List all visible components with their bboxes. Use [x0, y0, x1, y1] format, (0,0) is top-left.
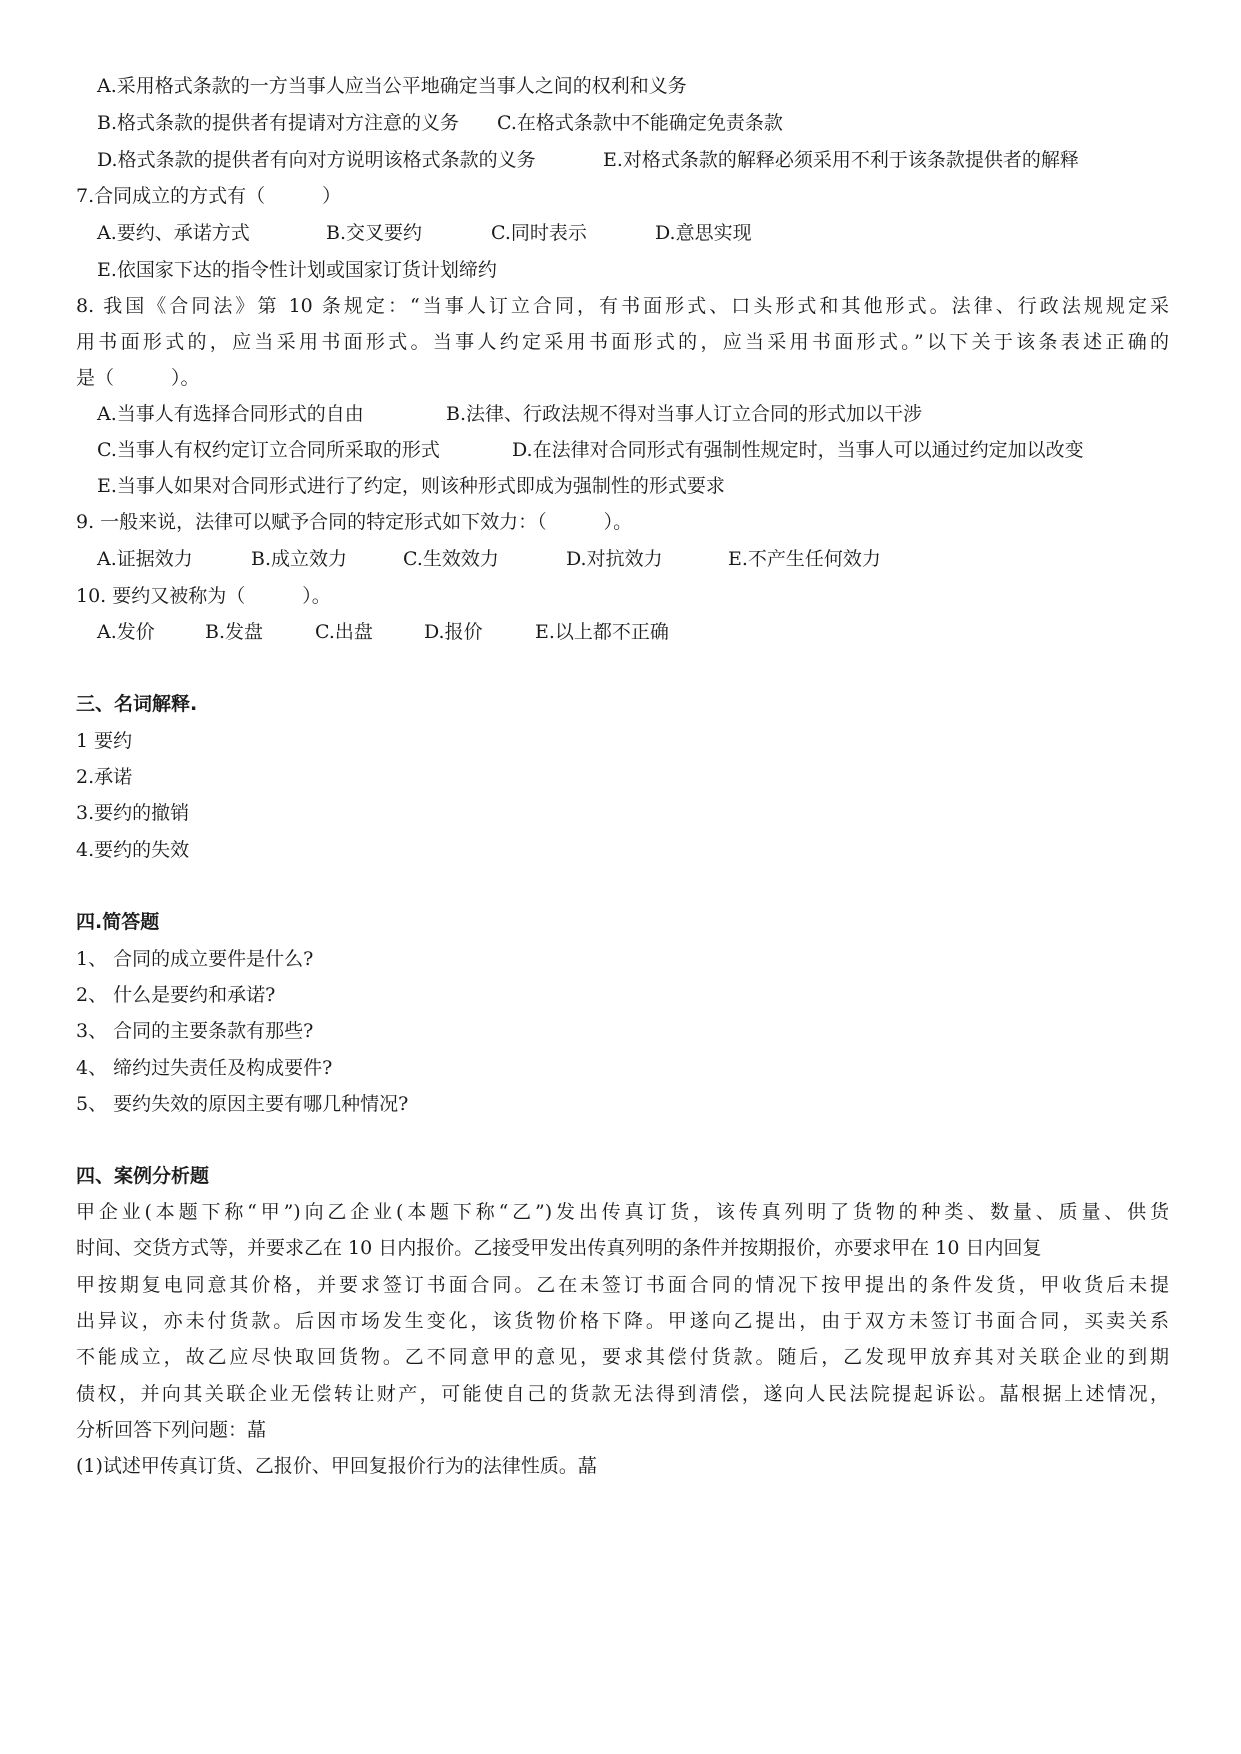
case-line: 分析回答下列问题：蕌	[76, 1419, 267, 1441]
term-item: 4.要约的失效	[76, 839, 190, 861]
term-item: 3.要约的撤销	[76, 802, 190, 824]
short-answer-item: 1、 合同的成立要件是什么?	[76, 948, 314, 970]
q7-stem: 7.合同成立的方式有（ ）	[76, 185, 342, 207]
q10-stem: 10. 要约又被称为（ ）。	[76, 585, 331, 607]
q10-option-d: D.报价	[424, 621, 483, 643]
short-answer-item: 2、 什么是要约和承诺?	[76, 984, 276, 1006]
q8-stem-line-1: 8. 我国《合同法》第 10 条规定：“当事人订立合同，有书面形式、口头形式和其他形式。法律、行政法规规定采	[76, 295, 1169, 317]
q6-option-d: D.格式条款的提供者有向对方说明该格式条款的义务	[97, 149, 536, 171]
q10-option-b: B.发盘	[205, 621, 264, 643]
q8-option-c: C.当事人有权约定订立合同所采取的形式	[97, 439, 440, 461]
case-line: 时间、交货方式等，并要求乙在 10 日内报价。乙接受甲发出传真列明的条件并按期报价，亦要求甲在 10 日内回复	[76, 1237, 1042, 1259]
case-subquestion-1: (1)试述甲传真订货、乙报价、甲回复报价行为的法律性质。蕌	[76, 1455, 597, 1477]
q8-option-a: A.当事人有选择合同形式的自由	[97, 403, 364, 425]
q9-option-d: D.对抗效力	[566, 548, 663, 570]
q9-stem: 9. 一般来说，法律可以赋予合同的特定形式如下效力：（ ）。	[76, 511, 633, 533]
q10-option-a: A.发价	[97, 621, 155, 643]
q9-option-c: C.生效效力	[403, 548, 499, 570]
q7-option-e: E.依国家下达的指令性计划或国家订货计划缔约	[97, 259, 497, 281]
q7-option-c: C.同时表示	[491, 222, 587, 244]
term-item: 2.承诺	[76, 766, 133, 788]
q9-option-b: B.成立效力	[251, 548, 348, 570]
q9-option-e: E.不产生任何效力	[728, 548, 881, 570]
case-line: 出异议，亦未付货款。后因市场发生变化，该货物价格下降。甲遂向乙提出，由于双方未签订书面合同，买卖关系	[76, 1310, 1169, 1332]
section-3-heading: 三、名词解释.	[76, 693, 198, 715]
q8-stem-line-2: 用书面形式的，应当采用书面形式。当事人约定采用书面形式的，应当采用书面形式。”以下关于该条表述正确的	[76, 331, 1169, 353]
q7-option-d: D.意思实现	[655, 222, 752, 244]
short-answer-item: 5、 要约失效的原因主要有哪几种情况?	[76, 1093, 409, 1115]
short-answer-item: 4、 缔约过失责任及构成要件?	[76, 1057, 333, 1079]
term-item: 1 要约	[76, 730, 133, 752]
q8-stem-line-3: 是（ ）。	[76, 367, 200, 389]
q9-option-a: A.证据效力	[97, 548, 193, 570]
case-line: 甲企业(本题下称“甲”)向乙企业(本题下称“乙”)发出传真订货，该传真列明了货物的种类、数量、质量、供货	[76, 1201, 1169, 1223]
q8-option-b: B.法律、行政法规不得对当事人订立合同的形式加以干涉	[446, 403, 923, 425]
case-line: 不能成立，故乙应尽快取回货物。乙不同意甲的意见，要求其偿付货款。随后，乙发现甲放弃其对关联企业的到期	[76, 1346, 1169, 1368]
section-4-heading: 四.简答题	[76, 911, 160, 933]
case-heading: 四、案例分析题	[76, 1165, 210, 1187]
q7-option-b: B.交叉要约	[326, 222, 423, 244]
q6-option-a: A.采用格式条款的一方当事人应当公平地确定当事人之间的权利和义务	[97, 75, 687, 97]
short-answer-item: 3、 合同的主要条款有那些?	[76, 1020, 314, 1042]
case-line: 债权，并向其关联企业无偿转让财产，可能使自己的货款无法得到清偿，遂向人民法院提起诉讼。蕌根据上述情况，	[76, 1383, 1169, 1405]
q6-option-c: C.在格式条款中不能确定免责条款	[497, 112, 783, 134]
q10-option-e: E.以上都不正确	[535, 621, 669, 643]
q8-option-d: D.在法律对合同形式有强制性规定时，当事人可以通过约定加以改变	[512, 439, 1084, 461]
q7-option-a: A.要约、承诺方式	[97, 222, 250, 244]
q6-option-b: B.格式条款的提供者有提请对方注意的义务	[97, 112, 460, 134]
case-line: 甲按期复电同意其价格，并要求签订书面合同。乙在未签订书面合同的情况下按甲提出的条件发货，甲收货后未提	[76, 1274, 1169, 1296]
q6-option-e: E.对格式条款的解释必须采用不利于该条款提供者的解释	[603, 149, 1079, 171]
q10-option-c: C.出盘	[315, 621, 373, 643]
q8-option-e: E.当事人如果对合同形式进行了约定，则该种形式即成为强制性的形式要求	[97, 475, 725, 497]
